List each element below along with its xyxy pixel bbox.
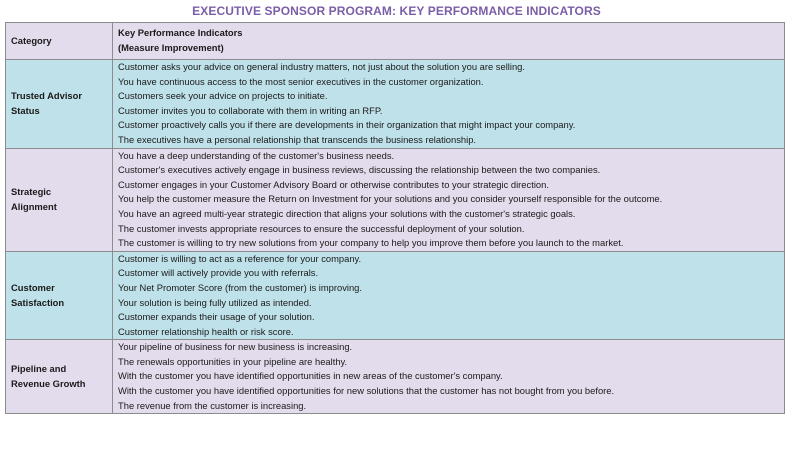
category-cell xyxy=(6,251,113,340)
indicator-text: The revenue from the customer is increasing. xyxy=(118,399,307,411)
indicator-text: Your Net Promoter Score (from the customer) is improving. xyxy=(118,281,363,293)
indicators-cell xyxy=(113,340,785,414)
indicator-text: Customer's executives actively engage in business reviews, discussing the relationship between the two companies. xyxy=(118,164,601,176)
indicator-text: Customer expands their usage of your solution. xyxy=(118,311,315,323)
category-label: Satisfaction xyxy=(11,296,65,308)
table-row xyxy=(6,340,785,414)
indicator-text: Customers seek your advice on projects to initiate. xyxy=(118,90,328,102)
table-row xyxy=(6,148,785,251)
kpi-header-subtitle: (Measure Improvement) xyxy=(118,42,224,53)
category-label: Strategic xyxy=(11,186,52,198)
indicator-text: Customer is willing to act as a reference for your company. xyxy=(118,252,362,264)
indicator-text: You have an agreed multi-year strategic direction that aligns your solutions with the customer's strategic goals. xyxy=(118,207,576,219)
indicator-text: The customer is willing to try new solutions from your company to help you improve them before you launch to the market. xyxy=(118,237,624,249)
table-row xyxy=(6,251,785,340)
indicator-text: Customer will actively provide you with referrals. xyxy=(118,267,319,279)
kpi-table xyxy=(5,22,785,414)
indicators-cell xyxy=(113,148,785,251)
indicator-text: You help the customer measure the Return on Investment for your solutions and you consider yourself responsible for the outcome. xyxy=(118,193,663,205)
indicator-text: Customer invites you to collaborate with them in writing an RFP. xyxy=(118,104,383,116)
indicator-text: The executives have a personal relationship that transcends the business relationship. xyxy=(118,133,477,145)
indicator-text: Customer engages in your Customer Advisory Board or otherwise contributes to your strategic direction. xyxy=(118,178,549,190)
indicators-cell xyxy=(113,251,785,340)
table-header-row xyxy=(6,23,785,60)
indicator-text: Customer relationship health or risk score. xyxy=(118,325,294,337)
category-label: Pipeline and xyxy=(11,363,67,375)
indicator-text: With the customer you have identified opportunities for new solutions that the customer has not bought from you before. xyxy=(118,385,615,397)
kpi-header xyxy=(113,23,785,60)
category-cell xyxy=(6,340,113,414)
category-label: Alignment xyxy=(11,200,57,212)
indicator-text: The customer invests appropriate resources to ensure the successful deployment of your solution. xyxy=(118,222,525,234)
indicator-text: Customer asks your advice on general industry matters, not just about the solution you are selling. xyxy=(118,61,525,72)
category-cell xyxy=(6,148,113,251)
category-label: Revenue Growth xyxy=(11,377,86,389)
table-row xyxy=(6,60,785,149)
indicator-text: The renewals opportunities in your pipeline are healthy. xyxy=(118,355,348,367)
category-label: Trusted Advisor xyxy=(11,90,83,102)
indicator-text: With the customer you have identified opportunities in new areas of the customer's company. xyxy=(118,370,503,382)
indicators-cell xyxy=(113,60,785,149)
category-label: Customer xyxy=(11,281,55,293)
category-cell xyxy=(6,60,113,149)
category-header: Category xyxy=(6,23,113,60)
indicator-text: You have continuous access to the most senior executives in the customer organization. xyxy=(118,75,484,87)
indicator-text: You have a deep understanding of the customer's business needs. xyxy=(118,149,395,161)
kpi-header-title: Key Performance Indicators xyxy=(118,27,243,39)
indicator-text: Your pipeline of business for new business is increasing. xyxy=(118,341,353,353)
indicator-text: Your solution is being fully utilized as intended. xyxy=(118,296,312,308)
indicator-text: Customer proactively calls you if there are developments in their organization that might impact your company. xyxy=(118,119,576,131)
page-title: EXECUTIVE SPONSOR PROGRAM: KEY PERFORMANCE INDICATORS xyxy=(192,4,601,18)
category-label: Status xyxy=(11,104,40,116)
